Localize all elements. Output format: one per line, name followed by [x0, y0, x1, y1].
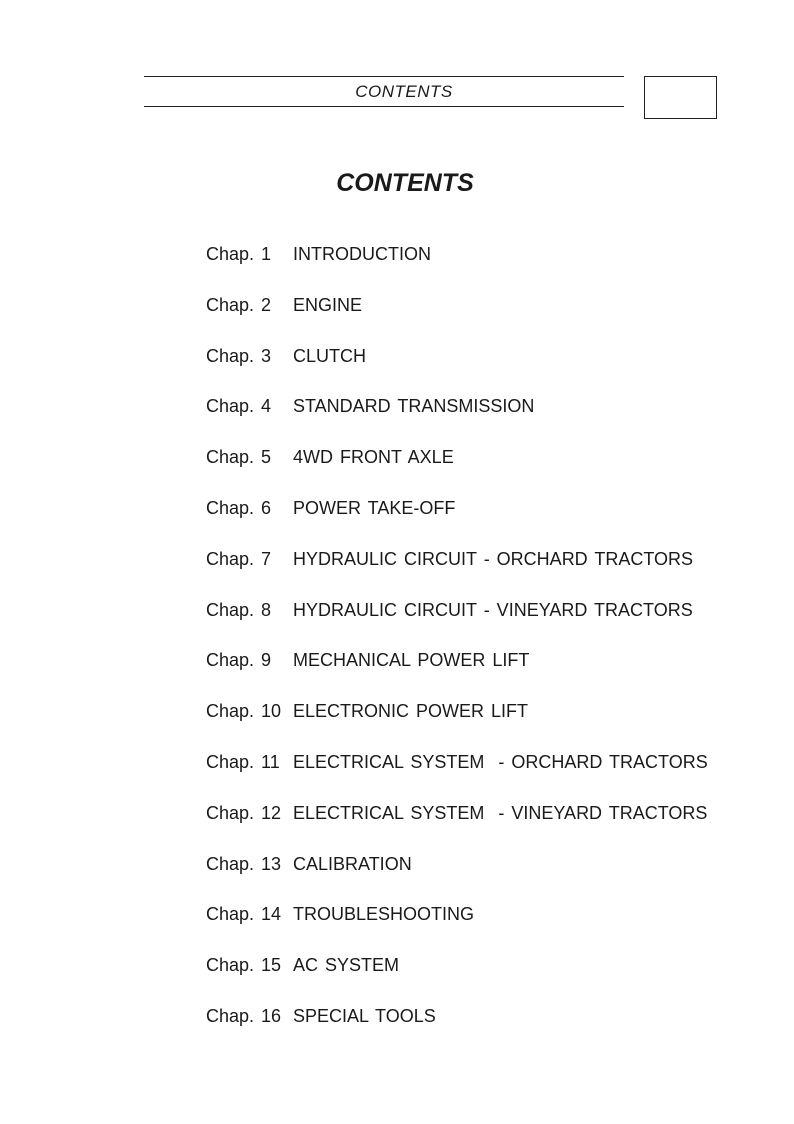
- toc-chapter-title: STANDARD TRANSMISSION: [293, 396, 535, 417]
- toc-chapter-number: Chap. 12: [206, 802, 282, 823]
- toc-chapter-number: Chap. 14: [206, 904, 282, 925]
- table-of-contents: [206, 242, 708, 1055]
- toc-chapter-title: HYDRAULIC CIRCUIT - VINEYARD TRACTORS: [293, 599, 693, 620]
- toc-item-chap-13[interactable]: [206, 852, 708, 903]
- toc-chapter-title: MECHANICAL POWER LIFT: [293, 650, 530, 671]
- toc-chapter-title: HYDRAULIC CIRCUIT - ORCHARD TRACTORS: [293, 548, 694, 569]
- toc-item-chap-11[interactable]: [206, 750, 708, 801]
- page-number-box: [644, 76, 717, 119]
- toc-item-chap-7[interactable]: [206, 547, 708, 598]
- header-label: CONTENTS: [355, 82, 453, 101]
- toc-chapter-title: 4WD FRONT AXLE: [293, 447, 454, 468]
- toc-item-chap-6[interactable]: [206, 496, 708, 547]
- toc-chapter-title: AC SYSTEM: [293, 955, 400, 976]
- toc-item-chap-14[interactable]: [206, 902, 708, 953]
- toc-chapter-number: Chap. 11: [206, 751, 280, 772]
- toc-chapter-number: Chap. 1: [206, 244, 272, 264]
- toc-chapter-number: Chap. 5: [206, 447, 272, 468]
- toc-chapter-number: Chap. 10: [206, 701, 282, 722]
- toc-chapter-title: ENGINE: [293, 294, 363, 315]
- toc-chapter-number: Chap. 2: [206, 294, 272, 315]
- toc-chapter-number: Chap. 7: [206, 548, 272, 569]
- header-top-rule: [144, 76, 624, 77]
- toc-chapter-number: Chap. 8: [206, 599, 272, 620]
- toc-chapter-number: Chap. 15: [206, 955, 282, 976]
- toc-item-chap-9[interactable]: [206, 648, 708, 699]
- toc-chapter-number: Chap. 16: [206, 1005, 282, 1026]
- toc-chapter-number: Chap. 13: [206, 853, 282, 874]
- toc-chapter-title: TROUBLESHOOTING: [293, 904, 475, 925]
- toc-item-chap-12[interactable]: [206, 801, 708, 852]
- toc-item-chap-4[interactable]: [206, 394, 708, 445]
- toc-chapter-title: CALIBRATION: [293, 853, 412, 874]
- toc-chapter-title: ELECTRONIC POWER LIFT: [293, 701, 529, 722]
- toc-item-chap-5[interactable]: [206, 445, 708, 496]
- page-title: CONTENTS: [336, 169, 474, 197]
- toc-chapter-number: Chap. 9: [206, 650, 272, 671]
- toc-item-chap-15[interactable]: [206, 953, 708, 1004]
- toc-item-chap-1[interactable]: [206, 242, 708, 293]
- toc-chapter-number: Chap. 3: [206, 345, 272, 366]
- toc-item-chap-3[interactable]: [206, 344, 708, 395]
- toc-chapter-title: ELECTRICAL SYSTEM - VINEYARD TRACTORS: [293, 802, 708, 823]
- header-bottom-rule: [144, 106, 624, 107]
- toc-item-chap-16[interactable]: [206, 1004, 708, 1055]
- toc-chapter-title: SPECIAL TOOLS: [293, 1005, 436, 1026]
- toc-chapter-title: CLUTCH: [293, 345, 367, 366]
- toc-item-chap-8[interactable]: [206, 598, 708, 649]
- toc-chapter-title: INTRODUCTION: [293, 244, 431, 264]
- toc-item-chap-2[interactable]: [206, 293, 708, 344]
- toc-chapter-title: POWER TAKE-OFF: [293, 497, 456, 518]
- toc-chapter-number: Chap. 6: [206, 497, 272, 518]
- toc-chapter-number: Chap. 4: [206, 396, 272, 417]
- toc-chapter-title: ELECTRICAL SYSTEM - ORCHARD TRACTORS: [293, 751, 708, 772]
- toc-item-chap-10[interactable]: [206, 699, 708, 750]
